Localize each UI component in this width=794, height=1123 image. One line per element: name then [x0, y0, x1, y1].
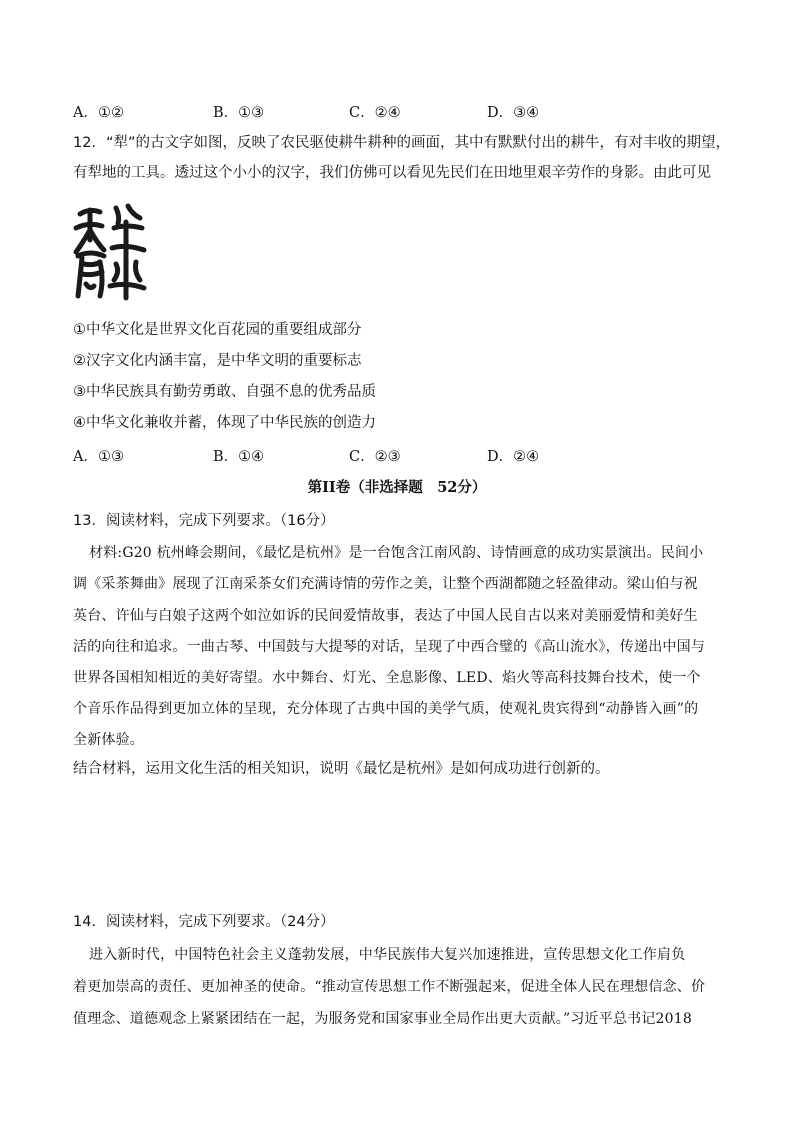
q11-option-a[interactable]: A．①②: [73, 105, 124, 121]
q14-material-line-1: 进入新时代，中国特色社会主义蓬勃发展，中华民族伟大复兴加速推进，宣传思想文化工作肩负: [89, 947, 686, 963]
ancient-character-image: [70, 200, 150, 305]
q13-material-line-6: 个音乐作品得到更加立体的呈现，充分体现了古典中国的美学气质，使观礼贵宾得到“动静皆入画”的: [73, 701, 699, 717]
q12-statement-4: ④中华文化兼收并蓄，体现了中华民族的创造力: [73, 415, 376, 431]
q13-question: 结合材料，运用文化生活的相关知识，说明《最忆是杭州》是如何成功进行创新的。: [73, 761, 610, 777]
q12-option-b[interactable]: B．①④: [213, 449, 265, 465]
q13-material-line-3: 英台、许仙与白娘子这两个如泣如诉的民间爱情故事，表达了中国人民自古以来对美丽爱情和美好生: [73, 608, 698, 624]
q12-option-d[interactable]: D．②④: [487, 449, 540, 465]
q13-material-line-5: 世界各国相知相近的美好寄望。水中舞台、灯光、全息影像、LED、焰火等高科技舞台技术，使一个: [73, 670, 701, 686]
q14-material-line-3: 值理念、道德观念上紧紧团结在一起，为服务党和国家事业全局作出更大贡献。”习近平总书记2018: [73, 1011, 692, 1027]
section-title: 第II卷（非选择题 52分）: [307, 479, 487, 496]
q12-stem-line-1: 12．“犁”的古文字如图，反映了农民驱使耕牛耕种的画面，其中有默默付出的耕牛，有对丰收的期望，: [73, 135, 730, 151]
q12-option-c[interactable]: C．②③: [349, 449, 401, 465]
q12-statement-1: ①中华文化是世界文化百花园的重要组成部分: [73, 322, 362, 338]
q13-material-line-7: 全新体验。: [73, 732, 144, 748]
q11-option-d[interactable]: D．③④: [487, 105, 540, 121]
q14-material-line-2: 着更加崇高的责任、更加神圣的使命。“推动宣传思想工作不断强起来，促进全体人民在理想信念、价: [73, 979, 706, 995]
q13-material-line-1: 材料:G20 杭州峰会期间，《最忆是杭州》是一台饱含江南风韵、诗情画意的成功实景演出。民间小: [89, 545, 704, 561]
q13-material-line-4: 活的向往和追求。一曲古琴、中国鼓与大提琴的对话，呈现了中西合璧的《高山流水》，传递出中国与: [73, 639, 705, 655]
q12-statement-3: ③中华民族具有勤劳勇敢、自强不息的优秀品质: [73, 384, 376, 400]
q11-option-b[interactable]: B．①③: [213, 105, 265, 121]
q12-options: [73, 445, 693, 465]
q14-heading: 14．阅读材料，完成下列要求。（24分）: [73, 914, 335, 930]
q12-stem-line-2: 有犁地的工具。透过这个小小的汉字，我们仿佛可以看见先民们在田地里艰辛劳作的身影。由此可见: [73, 165, 711, 181]
q12-statement-2: ②汉字文化内涵丰富，是中华文明的重要标志: [73, 353, 362, 369]
q12-option-a[interactable]: A．①③: [73, 449, 124, 465]
q11-options: [73, 101, 693, 121]
q13-material-line-2: 调《采茶舞曲》展现了江南采茶女们充满诗情的劳作之美，让整个西湖都随之轻盈律动。梁山伯与祝: [73, 576, 698, 592]
q13-heading: 13．阅读材料，完成下列要求。（16分）: [73, 513, 335, 529]
q11-option-c[interactable]: C．②④: [349, 105, 401, 121]
